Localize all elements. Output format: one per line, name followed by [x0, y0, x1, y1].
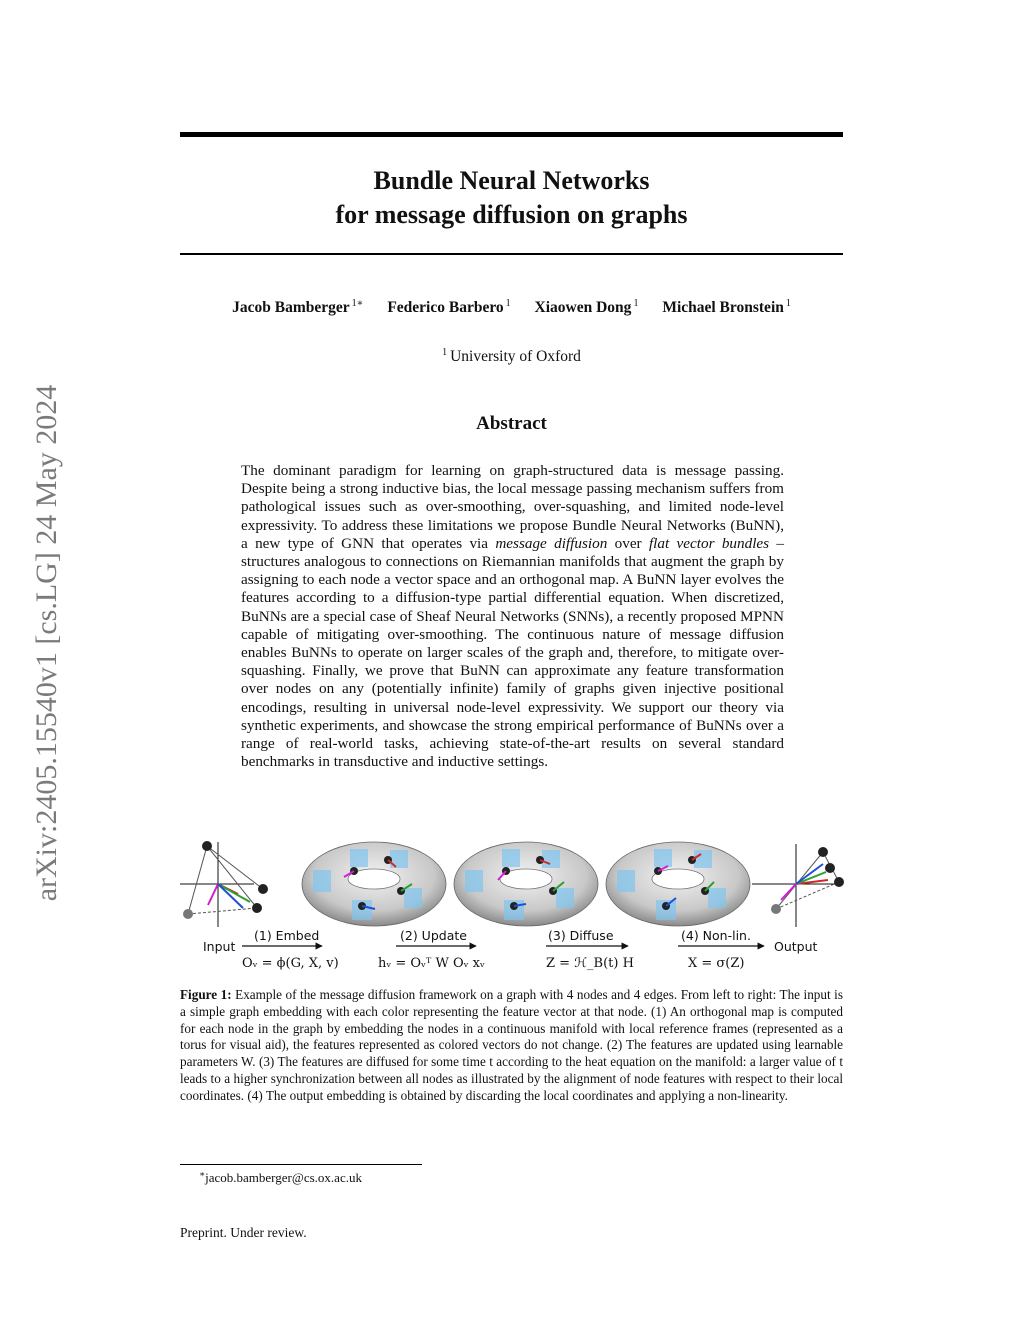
footnote-rule [180, 1164, 422, 1165]
step-1-label: (1) Embed [254, 928, 320, 943]
author-name: Federico Barbero [387, 299, 504, 316]
input-label: Input [203, 939, 236, 954]
step-2-label: (2) Update [400, 928, 467, 943]
preprint-note: Preprint. Under review. [180, 1225, 307, 1240]
step-4-formula: X = σ(Z) [688, 956, 745, 971]
affiliation-name: University of Oxford [450, 348, 581, 365]
step-3-label: (3) Diffuse [548, 928, 614, 943]
step-3-formula: Z = ℋ_B(t) H [546, 956, 634, 971]
torus-diffuse-diagram [606, 842, 750, 926]
footnote-email: jacob.bamberger@cs.ox.ac.uk [205, 1170, 362, 1185]
title-line-2: for message diffusion on graphs [335, 200, 688, 229]
author [387, 298, 510, 317]
caption-label: Figure 1: [180, 987, 232, 1002]
abstract-text-1: The dominant paradigm for learning on graph-structured data is message passing. Despite being a strong inductive bias, the local message passing mechanism suffers from pathological issues such as over-smoothing, over-squashing, and limited node-level expressivity. To address these limitations we propose Bundle Neural Networks (BuNN), a new type of GNN that operates via [241, 462, 784, 552]
abstract-emphasis-2: flat vector bundles [648, 534, 770, 552]
author-marks: 1 [505, 298, 511, 309]
affiliation-mark: 1 [442, 347, 448, 358]
affiliation [180, 347, 843, 366]
abstract-text-2: over [607, 534, 649, 552]
title-bottom-rule [180, 253, 843, 255]
author [232, 298, 363, 317]
abstract-text-3: – structures analogous to connections on Riemannian manifolds that augment the graph by assigning to each node a vector space and an orthogonal map. A BuNN layer evolves the features according to a diffusion-type partial differential equation. When discretized, BuNNs are a special case of Sheaf Neural Networks (SNNs), a recently proposed MPNN capable of mitigating over-smoothing. The continuous nature of message diffusion enables BuNNs to operate on larger scales of the graph and, therefore, to mitigate over-squashing. Finally, we prove that BuNN can approximate any feature transformation over nodes on any (potentially infinite) family of graphs given injective positional encodings, resulting in universal node-level expressivity. We support our theory via synthetic experiments, and showcase the strong empirical performance of BuNNs over a range of real-world tasks, achieving state-of-the-art results on several standard benchmarks in transductive and inductive settings. [241, 534, 784, 771]
author [662, 298, 791, 317]
title-top-rule [180, 132, 843, 137]
author-name: Jacob Bamberger [232, 299, 350, 316]
abstract-body [241, 462, 784, 771]
torus-update-diagram [454, 842, 598, 926]
figure-caption [180, 987, 843, 1105]
output-label: Output [774, 939, 818, 954]
abstract-emphasis-1: message diffusion [495, 534, 608, 552]
arxiv-sidebar [22, 345, 72, 940]
torus-embed-diagram [302, 842, 446, 926]
author-list [180, 298, 843, 317]
abstract-heading: Abstract [476, 413, 547, 434]
paper-title [180, 164, 843, 232]
input-graph-diagram [180, 841, 268, 927]
author-marks: 1 [785, 298, 791, 309]
author-marks: 1 [633, 298, 639, 309]
step-1-formula: Oᵥ = ϕ(G, X, v) [242, 956, 339, 971]
figure-1 [178, 832, 846, 972]
caption-text: Example of the message diffusion framework on a graph with 4 nodes and 4 edges. From left to right: The input is a simple graph embedding with each color representing the feature vector at that node. (1) An orthogonal map is computed for each node in the graph by embedding the nodes in a continuous manifold with local reference frames (represented as a torus for visual aid), the features represented as colored vectors do not change. (2) The features are updated using learnable parameters W. (3) The features are diffused for some time t according to the heat equation on the manifold: a larger value of t leads to a higher synchronization between all nodes as illustrated by the alignment of node features with respect to their local coordinates. (4) The output embedding is obtained by discarding the local coordinates and applying a non-linearity. [180, 987, 843, 1103]
arxiv-identifier: arXiv:2405.15540v1 [cs.LG] 24 May 2024 [30, 384, 63, 901]
author-marks: 1∗ [351, 298, 364, 309]
author-name: Xiaowen Dong [534, 299, 632, 316]
author [535, 298, 639, 317]
step-2-formula: hᵥ = Oᵥᵀ W Oᵥ xᵥ [378, 956, 485, 971]
footnote [199, 1169, 362, 1186]
footnote-mark: ∗ [199, 1169, 206, 1179]
step-4-label: (4) Non-lin. [681, 928, 751, 943]
output-graph-diagram [752, 844, 844, 927]
title-line-1: Bundle Neural Networks [373, 166, 650, 195]
author-name: Michael Bronstein [662, 299, 784, 316]
